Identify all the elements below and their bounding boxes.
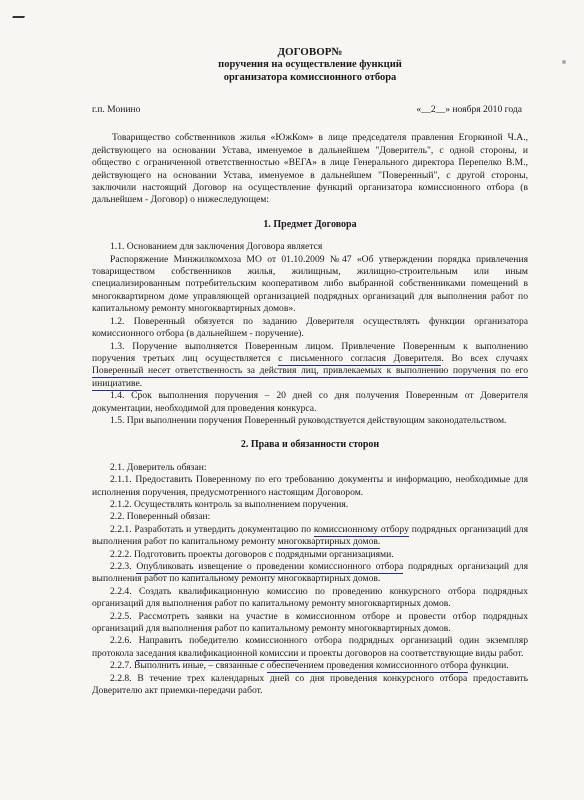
clause-1-3-text-b: . Во всех случаях [441,352,528,364]
clause-2-2-5: 2.2.5. Рассмотреть заявки на участие в комиссионном отборе и провести отбор подрядных организаций для выполнения работ по капитальному ремонту многоквартирных домов. [92,610,528,635]
clause-2-2-6-text-a: 2.2.6. Направить победителю комиссионного отбора подрядных организаций один экземпляр протокола [92,635,528,659]
clause-2-2-1-text-a: 2.2.1. Разработать и утвердить документацию по [110,523,314,535]
clause-2-2-3 [92,561,528,586]
clause-2-2-2: 2.2.2. Подготовить проекты договоров с подрядными организациями. [110,548,394,560]
clause-2-2-4: 2.2.4. Создать квалификационную комиссию по проведению конкурсного отбора подрядных организаций для выполнения работ по капитальному ремонту многоквартирных домов. [92,585,528,610]
clause-1-3-underlined-b: Поверенный несет ответственность за действия лиц, привлекаемых к выполнению поручения по его инициативе. [92,365,528,389]
clause-1-4: 1.4. Срок выполнения поручения – 20 дней со дня получения Поверенным от Доверителя документации, необходимой для проведения конкурса. [92,390,528,414]
clause-2-2-3-text-b: подрядных организаций для выполнения работ по капитальному ремонту многоквартирных домов. [92,561,528,585]
clause-2-2-7-text-a: 2.2.7. Выполнить иные, – связанные с [110,660,267,672]
clause-2-1: 2.1. Доверитель обязан: [110,461,207,473]
document-subtitle-line-1: поручения на осуществление функций [218,59,402,70]
clause-1-1: 1.1. Основанием для заключения Договора является [110,241,323,253]
scan-mark [12,8,28,18]
clause-2-2-6 [92,635,528,660]
clause-1-5: 1.5. При выполнении поручения Поверенный руководствуется действующим законодательством. [110,414,507,426]
clause-1-3-underlined-a: с письменного согласия Доверителя [278,352,442,364]
clause-2-2-3-underlined: Опубликовать извещение о проведении комиссионного отбора [136,561,404,572]
clause-2-2-7 [92,660,528,672]
clause-2-2-8: 2.2.8. В течение трех календарных дней со дня проведения конкурсного отбора предоставить Доверителю акт приемки-передачи работ. [92,672,528,697]
clause-2-2: 2.2. Поверенный обязан: [110,511,211,523]
clause-2-2-1-underlined-b: многоквартирных домов. [277,536,381,548]
clause-2-2-3-text-a: 2.2.3. [110,561,137,572]
clause-2-2-1 [92,524,528,549]
document-title: ДОГОВОР№ [277,46,343,58]
clause-2-2-1-underlined-a: комиссионному отбору [313,523,409,535]
clause-1-3 [92,341,528,391]
clause-1-3-text-a: 1.3. Поручение выполняется Поверенным лицом. Привлечение Поверенным к выполнению поручения третьих лиц осуществляется [92,340,528,364]
clause-2-1-2: 2.1.2. Осуществлять контроль за выполнением поручения. [110,498,349,510]
clause-2-2-7-text-b: функции. [467,660,509,672]
clause-2-2-6-text-b: и проекты договоров на соответствующие виды работ. [298,647,524,659]
clause-1-2: 1.2. Поверенный обязуется по заданию Доверителя осуществлять функции организатора комиссионного отбора (в дальнейшем - поручение). [92,315,528,340]
clause-2-2-7-underlined: обеспечением проведения комиссионного отбора [266,660,468,672]
preamble: Товарищество собственников жилья «ЮжКом» в лице председателя правления Егоркиной Ч.А., действующего на основании Устава, именуемое в дальнейшем "Доверитель", с одной стороны, и общество с ограниченной ответственностью «ВЕГА» в лице Генерального директора Перепелко В.М., действующего на основании Устава, именуемое в дальнейшем "Поверенный", с другой стороны, заключили настоящий Договор на осуществление функций организатора комиссионного отбора (в дальнейшем - Договор) о нижеследующем: [92,132,528,206]
section-2-heading: 2. Права и обязанности сторон [240,439,380,451]
clause-2-2-1-text-b: подрядных организаций для выполнения работ по капитальному ремонту [92,523,528,548]
clause-1-1-body: Распоряжение Минжилкомхоза МО от 01.10.2009 №47 «Об утверждении порядка привлечения товариществом собственников жилья, жилищным, жилищно-строительным или иным специализированным потребительским кооперативом либо выбранной собственниками помещений в многоквартирном доме управляющей организацией подрядных организаций для выполнения работ по капитальному ремонту многоквартирных домов». [92,253,528,315]
scan-speck [562,60,566,64]
document-subtitle-line-2: организатора комиссионного отбора [223,71,397,83]
clause-2-1-1: 2.1.1. Предоставить Поверенному по его требованию документы и информацию, необходимые для исполнения поручения, предусмотренного настоящим Договором. [92,474,528,498]
clause-2-2-6-underlined: заседания квалификационной комиссии [135,647,299,659]
place-date-row [92,104,528,116]
date: «__2__» ноября 2010 года [416,104,522,115]
section-1-heading: 1. Предмет Договора [263,218,357,230]
place: г.п. Монино [92,104,141,115]
